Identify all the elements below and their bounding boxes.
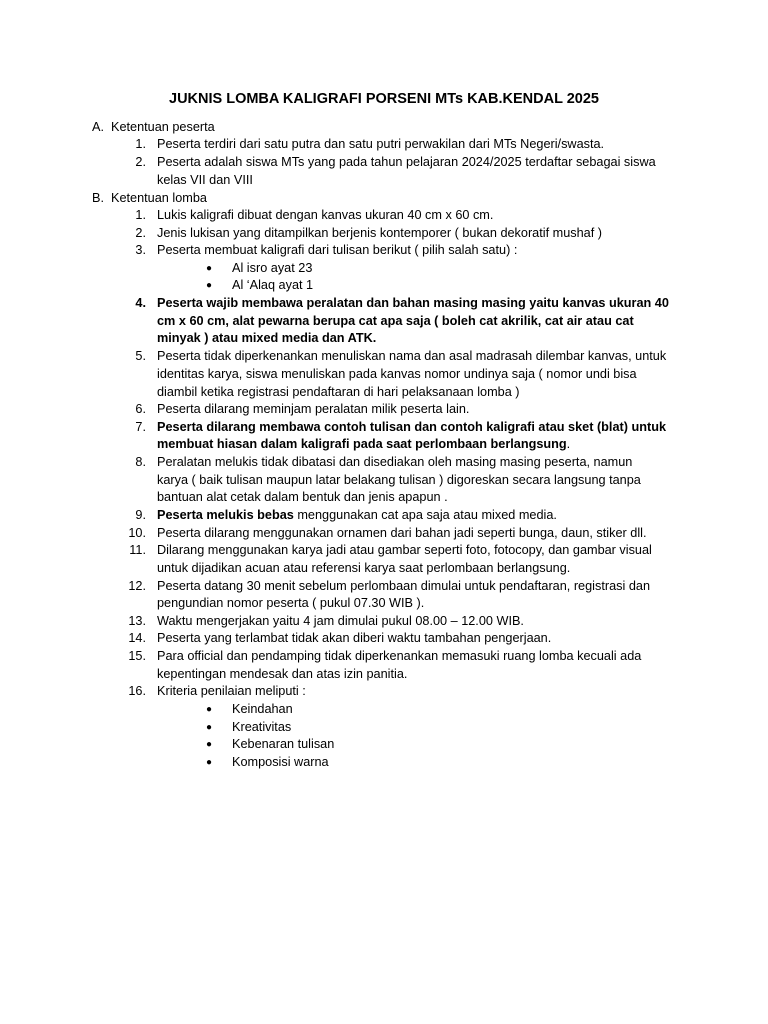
list-marker: 7. <box>135 420 146 434</box>
list-item-text: pengundian nomor peserta ( pukul 07.30 WIB ). <box>157 596 425 610</box>
list-item-text: Peserta membuat kaligrafi dari tulisan berikut ( pilih salah satu) : <box>157 243 518 257</box>
list-marker: 4. <box>135 296 146 310</box>
list-marker: 15. <box>128 649 146 663</box>
list-marker: 11. <box>129 543 146 557</box>
list-marker: 12. <box>128 579 146 593</box>
list-item-text: Para official dan pendamping tidak diperkenankan memasuki ruang lomba kecuali ada <box>157 649 642 663</box>
bullet-item: Al ‘Alaq ayat 1 <box>232 278 314 292</box>
bullet-icon: ● <box>206 757 213 768</box>
list-item-text <box>157 507 557 525</box>
list-item-text: identitas karya, siswa menuliskan pada kanvas nomor undinya saja ( nomor undi bisa <box>157 367 637 381</box>
list-marker: 9. <box>135 508 146 522</box>
list-item-text: kelas VII dan VIII <box>157 173 253 187</box>
bullet-icon: ● <box>206 739 213 750</box>
list-marker: 16. <box>128 684 146 698</box>
list-item-text: Peralatan melukis tidak dibatasi dan disediakan oleh masing masing peserta, namun <box>157 455 633 469</box>
bullet-item: Komposisi warna <box>232 755 329 769</box>
list-marker: 1. <box>135 208 146 222</box>
list-item-text: Kriteria penilaian meliputi : <box>157 684 306 698</box>
list-marker: 1. <box>135 137 146 151</box>
list-item-text: karya ( baik tulisan maupun latar belakang tulisan ) digoreskan secara langsung tanpa <box>157 473 641 487</box>
bullet-icon: ● <box>206 280 213 291</box>
list-item-text: Peserta dilarang meminjam peralatan milik peserta lain. <box>157 402 470 416</box>
list-item-text: Waktu mengerjakan yaitu 4 jam dimulai pukul 08.00 – 12.00 WIB. <box>157 614 524 628</box>
list-item-text: Peserta tidak diperkenankan menuliskan nama dan asal madrasah dilembar kanvas, untuk <box>157 349 667 363</box>
list-item-text: bantuan alat cetak dalam bentuk dan jenis apapun . <box>157 490 448 504</box>
bullet-item: Kreativitas <box>232 720 292 734</box>
list-item-lead: Peserta melukis bebas <box>157 508 294 522</box>
list-marker: 14. <box>128 631 146 645</box>
page-title: JUKNIS LOMBA KALIGRAFI PORSENI MTs KAB.KENDAL 2025 <box>169 91 599 107</box>
list-marker: 2. <box>135 155 146 169</box>
list-item-text: Lukis kaligrafi dibuat dengan kanvas ukuran 40 cm x 60 cm. <box>157 208 494 222</box>
list-marker: 3. <box>135 243 146 257</box>
list-item-text <box>157 436 570 454</box>
list-marker: 5. <box>135 349 146 363</box>
bullet-icon: ● <box>206 263 213 274</box>
list-marker: 2. <box>135 226 146 240</box>
list-item-text: Peserta terdiri dari satu putra dan satu putri perwakilan dari MTs Negeri/swasta. <box>157 137 605 151</box>
section-b-marker: B. <box>92 191 104 205</box>
bullet-item: Keindahan <box>232 702 293 716</box>
list-item-text: untuk dijadikan acuan atau referensi karya saat perlombaan berlangsung. <box>157 561 571 575</box>
list-item-tail: . <box>566 437 571 451</box>
bullet-item: Al isro ayat 23 <box>232 261 313 275</box>
list-item-text: Peserta adalah siswa MTs yang pada tahun pelajaran 2024/2025 terdaftar sebagai siswa <box>157 155 656 169</box>
list-marker: 10. <box>128 526 146 540</box>
bullet-icon: ● <box>206 704 213 715</box>
section-a-heading: Ketentuan peserta <box>111 120 215 134</box>
list-item-rest: menggunakan cat apa saja atau mixed media. <box>293 508 557 522</box>
bullet-icon: ● <box>206 722 213 733</box>
bullet-item: Kebenaran tulisan <box>232 737 335 751</box>
section-a-marker: A. <box>92 120 104 134</box>
list-item-text: Peserta dilarang membawa contoh tulisan dan contoh kaligrafi atau sket (blat) untuk <box>157 420 667 434</box>
section-b-heading: Ketentuan lomba <box>111 191 207 205</box>
list-item-text: Peserta datang 30 menit sebelum perlombaan dimulai untuk pendaftaran, registrasi dan <box>157 579 650 593</box>
list-item-text: Jenis lukisan yang ditampilkan berjenis kontemporer ( bukan dekoratif mushaf ) <box>157 226 602 240</box>
list-marker: 8. <box>135 455 146 469</box>
list-item-text: minyak ) atau mixed media dan ATK. <box>157 331 377 345</box>
list-item-text: diambil ketika registrasi pendaftaran di hari pelaksanaan lomba ) <box>157 385 520 399</box>
list-item-text: Peserta yang terlambat tidak akan diberi waktu tambahan pengerjaan. <box>157 631 552 645</box>
list-item-text: kepentingan mendesak dan atas izin panitia. <box>157 667 408 681</box>
list-marker: 13. <box>128 614 146 628</box>
list-item-text: Peserta dilarang menggunakan ornamen dari bahan jadi seperti bunga, daun, stiker dll. <box>157 526 647 540</box>
list-item-text: Dilarang menggunakan karya jadi atau gambar seperti foto, fotocopy, dan gambar visual <box>157 543 652 557</box>
list-item-text: cm x 60 cm, alat pewarna berupa cat apa saja ( boleh cat akrilik, cat air atau cat <box>157 314 634 328</box>
list-item-text: Peserta wajib membawa peralatan dan bahan masing masing yaitu kanvas ukuran 40 <box>157 296 669 310</box>
list-item-bold-text: membuat hiasan dalam kaligrafi pada saat perlombaan berlangsung <box>157 437 567 451</box>
list-marker: 6. <box>135 402 146 416</box>
